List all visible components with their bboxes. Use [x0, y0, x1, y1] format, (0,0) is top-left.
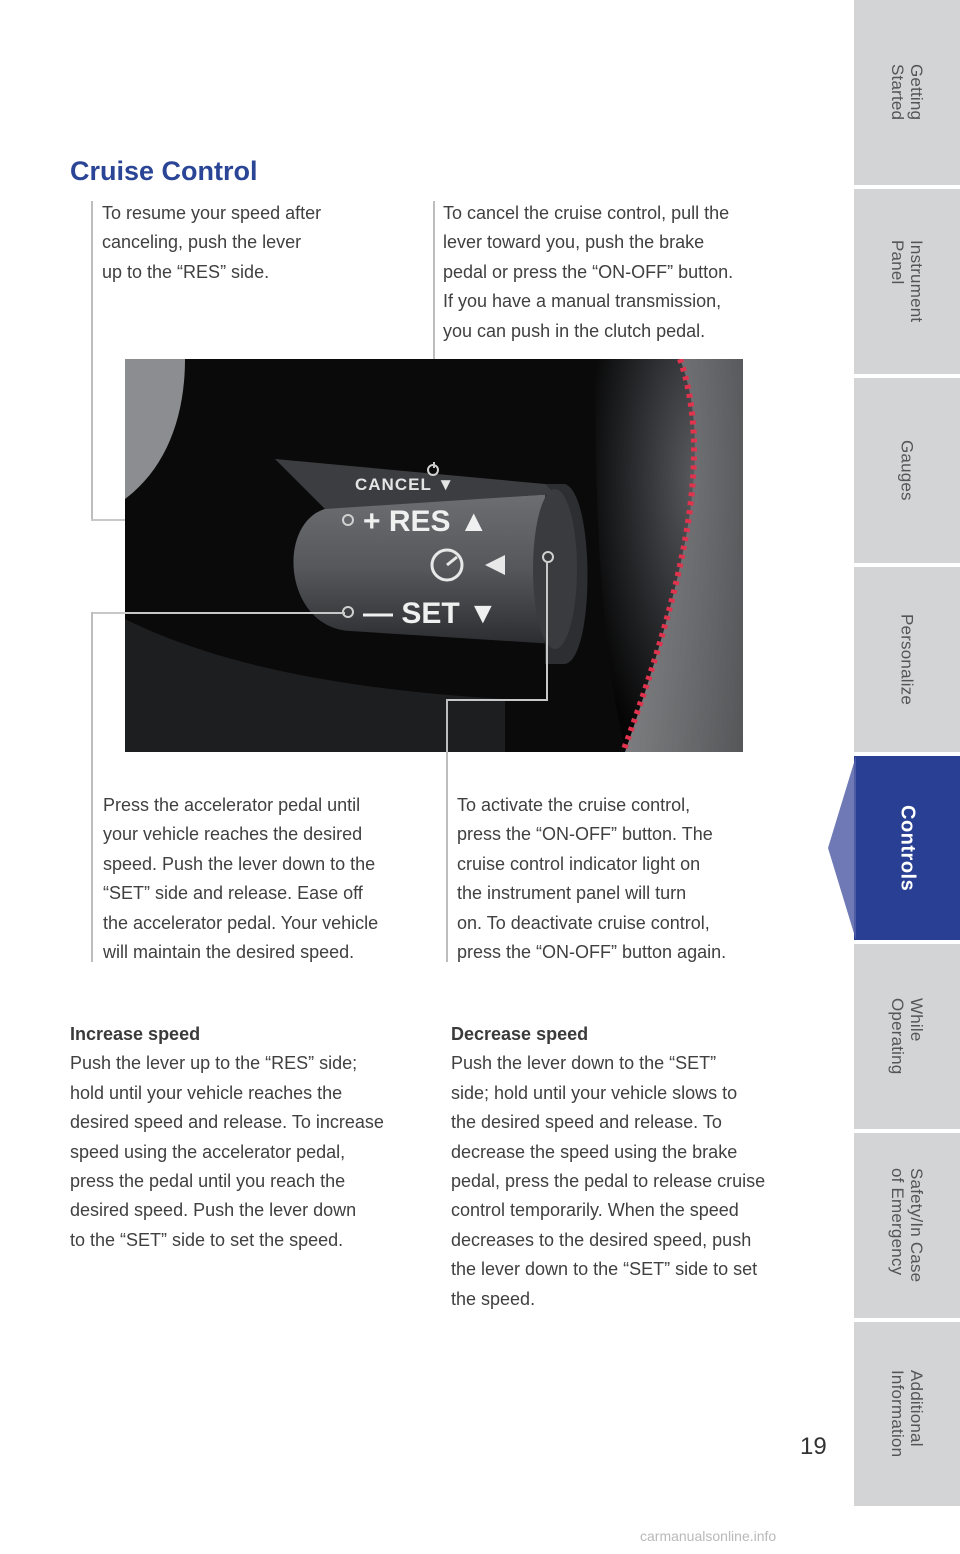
callout-line-resume [91, 201, 93, 521]
increase-speed-heading: Increase speed [70, 1024, 201, 1044]
text-line: decreases to the desired speed, push [451, 1229, 752, 1250]
cruise-lever-photo [125, 359, 743, 752]
page-number: 19 [800, 1433, 827, 1460]
tab-label: While Operating [888, 998, 926, 1075]
text-line: To resume your speed after [102, 203, 322, 223]
text-line: on. To deactivate cruise control, [457, 912, 710, 933]
page-title: Cruise Control [70, 156, 258, 186]
tab-label: Controls [896, 804, 919, 892]
text-line: up to the “RES” side. [102, 261, 270, 282]
tab-label: Safety/In Case of Emergency [888, 1168, 926, 1283]
text-line: the desired speed and release. To [451, 1112, 722, 1133]
callout-line-activate-h [446, 699, 548, 701]
text-line: desired speed and release. To increase [70, 1112, 384, 1133]
watermark: carmanualsonline.info [640, 1528, 777, 1544]
text-line: pedal or press the “ON-OFF” button. [443, 261, 734, 282]
text-line: control temporarily. When the speed [451, 1200, 739, 1221]
text-line: pedal, press the pedal to release cruise [451, 1171, 766, 1192]
tab-instrument-panel[interactable] [854, 189, 960, 374]
text-line: To cancel the cruise control, pull the [443, 203, 730, 223]
tab-safety-emergency[interactable] [854, 1133, 960, 1318]
callout-resume [102, 199, 321, 287]
callout-cancel [443, 199, 733, 346]
text-line: the accelerator pedal. Your vehicle [103, 912, 379, 933]
callout-set [103, 791, 378, 967]
text-line: side; hold until your vehicle slows to [451, 1082, 738, 1103]
text-line: press the pedal until you reach the [70, 1171, 346, 1192]
active-tab-wedge [828, 756, 856, 940]
lever-cancel-label: CANCEL ▼ [355, 475, 456, 494]
text-line: decrease the speed using the brake [451, 1141, 738, 1162]
text-line: cruise control indicator light on [457, 853, 701, 874]
tab-label: Additional Information [888, 1370, 926, 1458]
text-line: speed using the accelerator pedal, [70, 1141, 346, 1162]
tab-label: Personalize [897, 613, 917, 706]
tab-gauges[interactable] [854, 378, 960, 563]
text-line: the lever down to the “SET” side to set [451, 1259, 758, 1280]
callout-activate [457, 791, 726, 967]
tab-label: Instrument Panel [888, 240, 926, 323]
tab-getting-started[interactable] [854, 0, 960, 185]
callout-line-cancel-end [433, 462, 435, 468]
tab-personalize[interactable] [854, 567, 960, 752]
text-line: If you have a manual transmission, [443, 291, 722, 312]
decrease-speed-heading: Decrease speed [451, 1024, 589, 1044]
text-line: To activate the cruise control, [457, 795, 691, 815]
text-line: hold until your vehicle reaches the [70, 1082, 343, 1103]
text-line: Push the lever down to the “SET” [451, 1053, 717, 1074]
lever-set-label: — SET ▼ [363, 597, 498, 630]
tab-while-operating[interactable] [854, 944, 960, 1129]
text-line: press the “ON-OFF” button again. [457, 942, 727, 963]
callout-line-set [91, 612, 93, 962]
decrease-speed-section [451, 1020, 765, 1314]
lever-res-label: + RES ▲ [363, 505, 489, 538]
text-line: lever toward you, push the brake [443, 232, 705, 253]
text-line: you can push in the clutch pedal. [443, 320, 706, 341]
text-line: the instrument panel will turn [457, 883, 687, 904]
section-tabs [854, 0, 960, 1506]
text-line: desired speed. Push the lever down [70, 1200, 357, 1221]
callout-line-activate-v [546, 561, 548, 700]
tab-additional-information[interactable] [854, 1322, 960, 1506]
text-line: will maintain the desired speed. [103, 942, 355, 963]
text-line: “SET” side and release. Ease off [103, 883, 363, 904]
text-line: your vehicle reaches the desired [103, 824, 363, 845]
text-line: canceling, push the lever [102, 232, 302, 253]
text-line: Press the accelerator pedal until [103, 795, 361, 815]
callout-line-activate [446, 699, 448, 962]
tab-controls[interactable] [854, 756, 960, 940]
text-line: Push the lever up to the “RES” side; [70, 1053, 358, 1074]
tab-label: Getting Started [888, 64, 926, 121]
increase-speed-section [70, 1020, 384, 1255]
text-line: to the “SET” side to set the speed. [70, 1229, 344, 1250]
text-line: press the “ON-OFF” button. The [457, 824, 713, 845]
tab-label: Gauges [897, 440, 917, 501]
callout-line-set-h [91, 612, 345, 614]
text-line: speed. Push the lever down to the [103, 853, 376, 874]
text-line: the speed. [451, 1288, 536, 1309]
